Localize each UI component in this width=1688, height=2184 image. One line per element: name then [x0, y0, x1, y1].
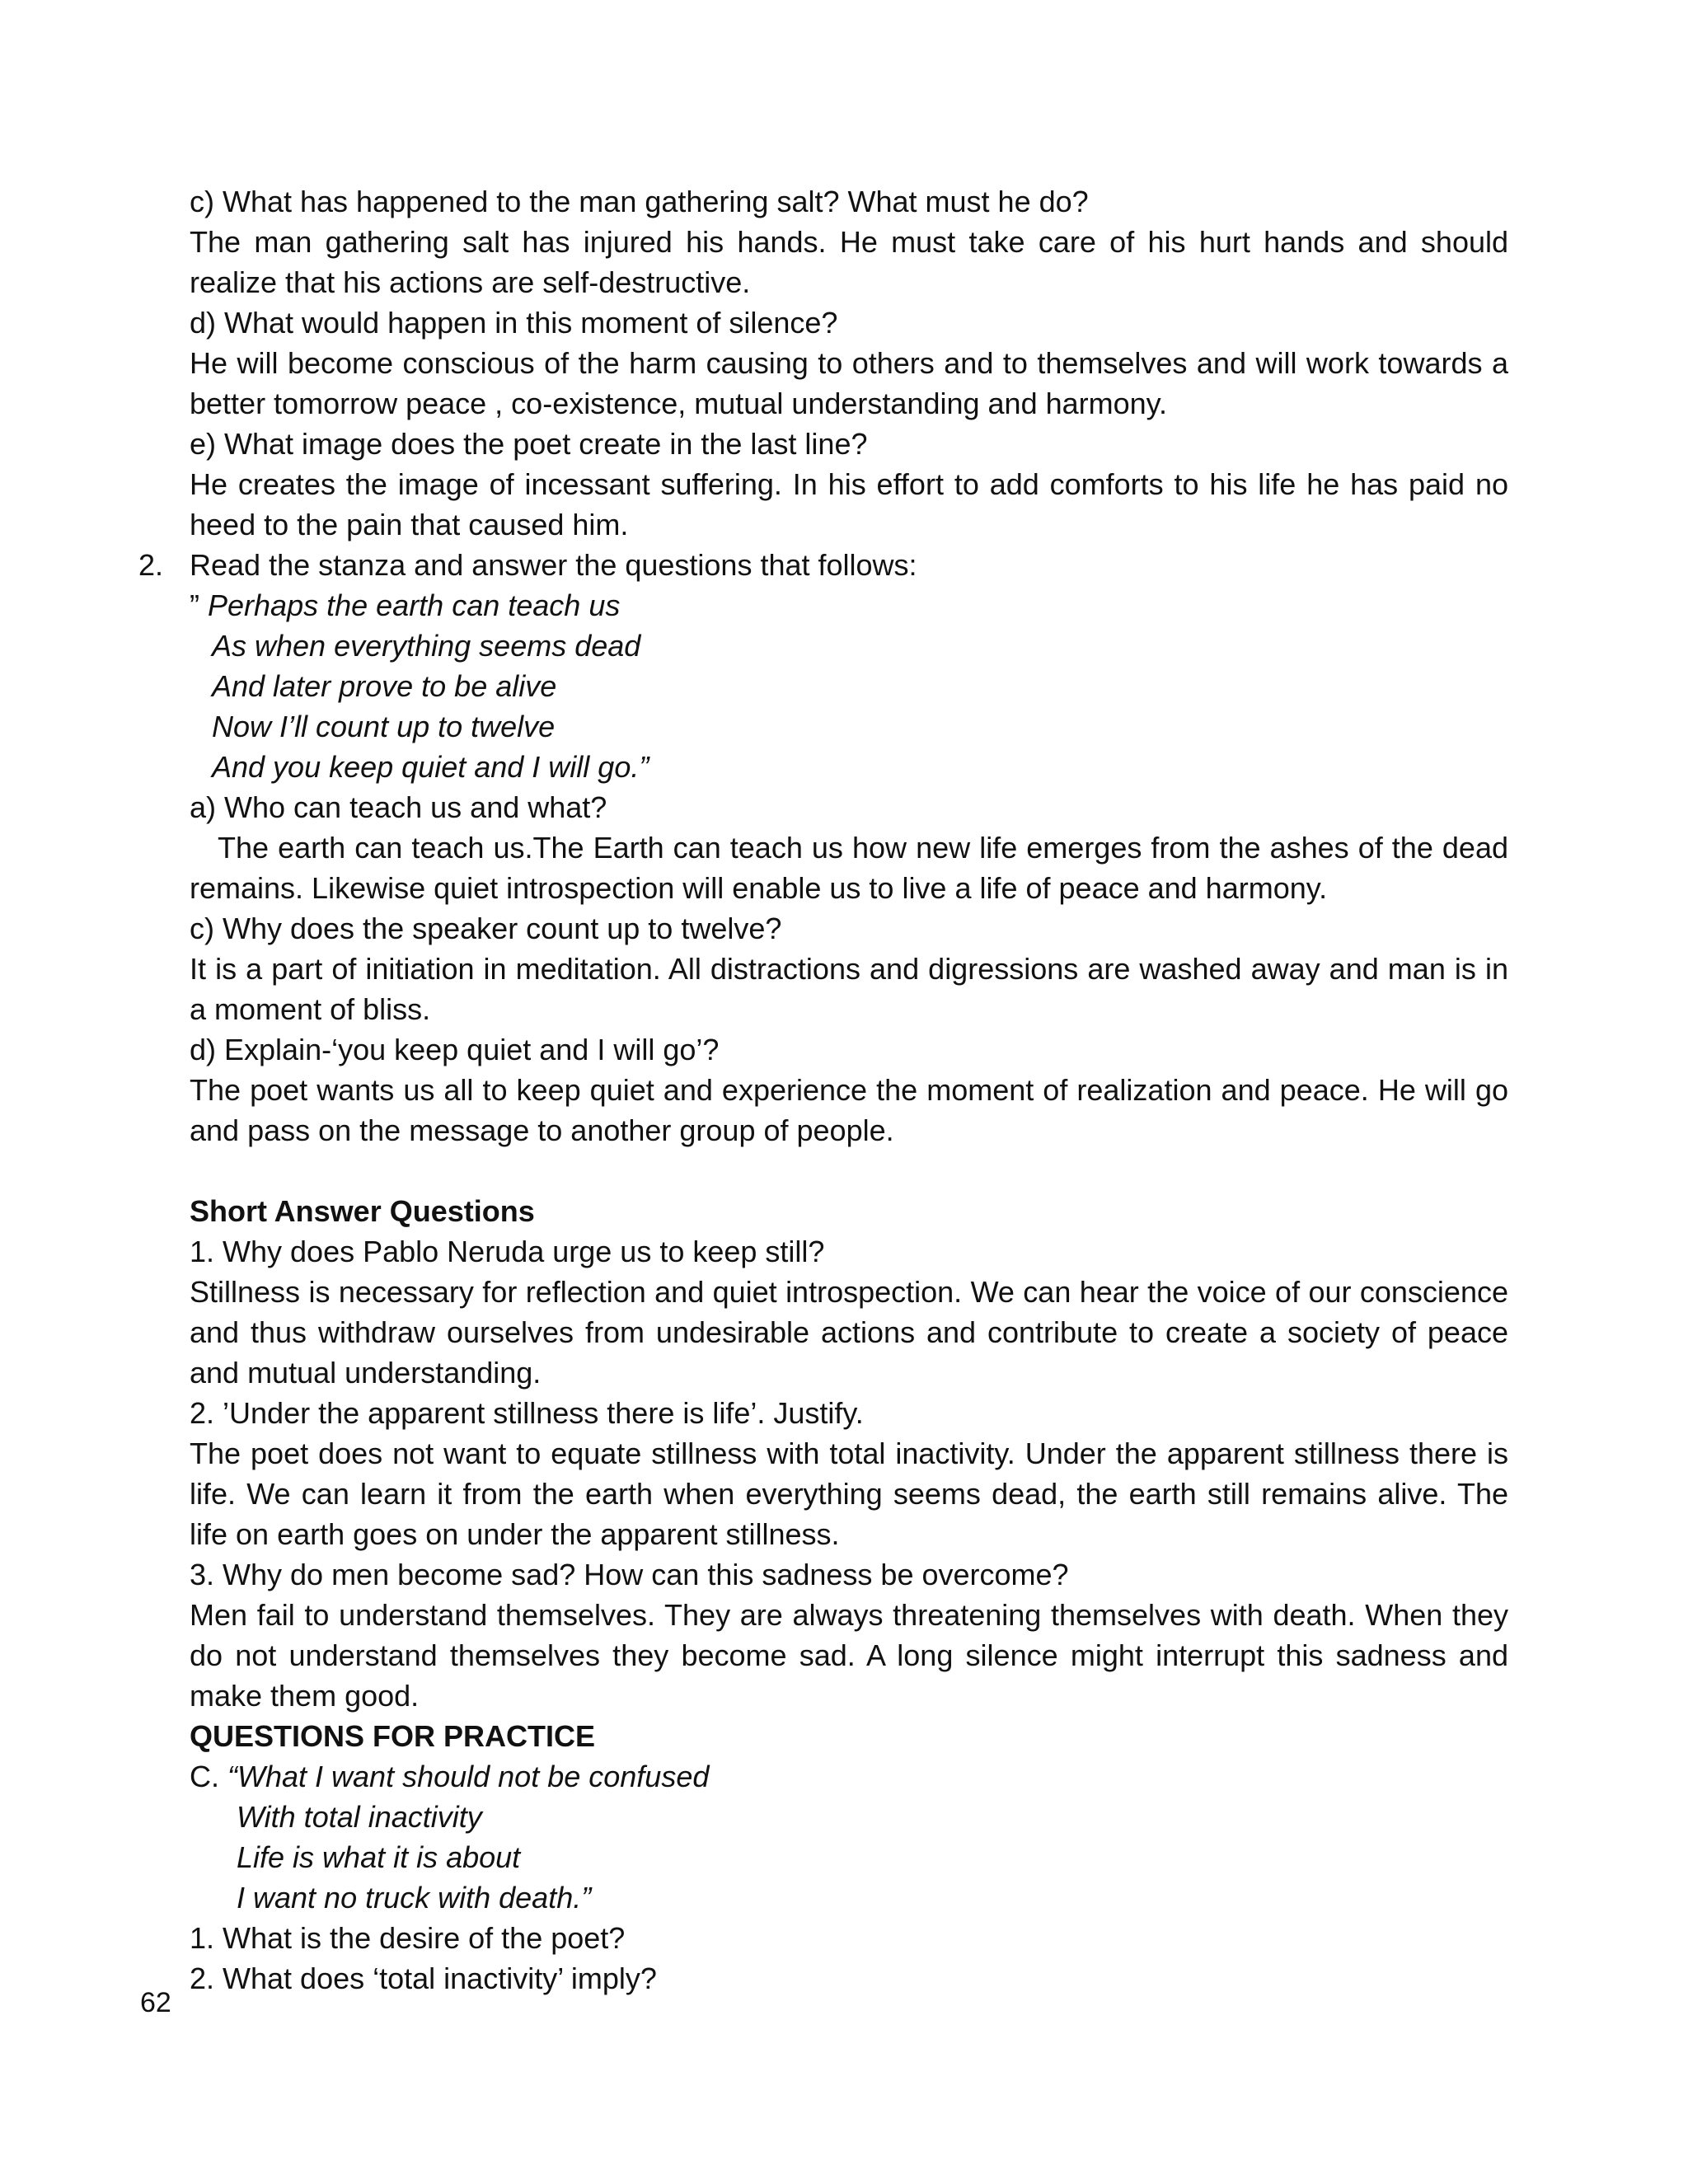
item-number: 2. [138, 548, 164, 582]
short-answer-1: Stillness is necessary for reflection and quiet introspection. We can hear the voice of our conscience and thus withdraw ourselves from undesirable actions and contribute to create a society of peace and mutual understanding. [190, 1275, 1508, 1390]
practice-label: C. [190, 1760, 219, 1793]
short-question-2: 2. ’Under the apparent stillness there is life’. Justify. [190, 1396, 864, 1430]
practice-question-1: 1. What is the desire of the poet? [190, 1921, 626, 1955]
short-question-1: 1. Why does Pablo Neruda urge us to keep still? [190, 1235, 825, 1268]
question-d-silence: d) What would happen in this moment of silence? [190, 306, 838, 340]
practice-stanza-line-1-text: “What I want should not be confused [227, 1760, 710, 1793]
stanza-line-3: And later prove to be alive [212, 669, 557, 703]
stanza-line-5: And you keep quiet and I will go.” [212, 750, 649, 784]
answer-a-teach [190, 827, 1508, 908]
question-d-explain: d) Explain-‘you keep quiet and I will go’? [190, 1033, 720, 1066]
short-answer-2: The poet does not want to equate stillness with total inactivity. Under the apparent stillness there is life. We can learn it from the earth when everything seems dead, the earth still remains alive. The life on earth goes on under the apparent stillness. [190, 1436, 1508, 1551]
practice-stanza-line-2: With total inactivity [237, 1800, 482, 1834]
practice-question-2: 2. What does ‘total inactivity’ imply? [190, 1961, 657, 1995]
question-c-twelve: c) Why does the speaker count up to twelve? [190, 912, 782, 945]
numbered-item-2 [138, 545, 1508, 585]
spacer [190, 1151, 1508, 1191]
stanza-line-1 [190, 585, 1508, 626]
question-c-salt: c) What has happened to the man gathering salt? What must he do? [190, 185, 1089, 218]
stanza-line-1-text: Perhaps the earth can teach us [208, 588, 621, 622]
stanza-line-2: As when everything seems dead [212, 629, 641, 663]
short-answer-3: Men fail to understand themselves. They are always threatening themselves with death. When they do not understand themselves they become sad. A long silence might interrupt this sadness and make them good. [190, 1598, 1508, 1713]
practice-stanza-line-4: I want no truck with death.” [237, 1881, 592, 1915]
stanza-open-quote: ” [190, 588, 199, 622]
answer-e-image: He creates the image of incessant suffering. In his effort to add comforts to his life he has paid no heed to the pain that caused him. [190, 467, 1508, 541]
question-e-image: e) What image does the poet create in the last line? [190, 427, 868, 461]
document-page [138, 181, 1508, 1999]
answer-c-twelve: It is a part of initiation in meditation. All distractions and digressions are washed away and man is in a moment of bliss. [190, 952, 1508, 1026]
answer-c-salt: The man gathering salt has injured his hands. He must take care of his hurt hands and should realize that his actions are self-destructive. [190, 225, 1508, 299]
short-answer-heading: Short Answer Questions [190, 1194, 535, 1228]
page-number: 62 [140, 1987, 171, 2018]
answer-a-teach-text: The earth can teach us.The Earth can teach us how new life emerges from the ashes of the dead remains. Likewise quiet introspection will enable us to live a life of peace and harmony. [190, 831, 1508, 905]
practice-stanza-line-1 [190, 1756, 1508, 1797]
practice-stanza-line-3: Life is what it is about [237, 1840, 521, 1874]
question-a-teach: a) Who can teach us and what? [190, 790, 607, 824]
answer-d-explain: The poet wants us all to keep quiet and experience the moment of realization and peace. He will go and pass on the message to another group of people. [190, 1073, 1508, 1147]
stanza-line-4: Now I’ll count up to twelve [212, 710, 556, 743]
short-question-3: 3. Why do men become sad? How can this sadness be overcome? [190, 1558, 1069, 1591]
practice-heading: QUESTIONS FOR PRACTICE [190, 1719, 596, 1753]
item-2-intro: Read the stanza and answer the questions that follows: [190, 548, 917, 582]
answer-d-silence: He will become conscious of the harm causing to others and to themselves and will work towards a better tomorrow peace , co-existence, mutual understanding and harmony. [190, 346, 1508, 420]
